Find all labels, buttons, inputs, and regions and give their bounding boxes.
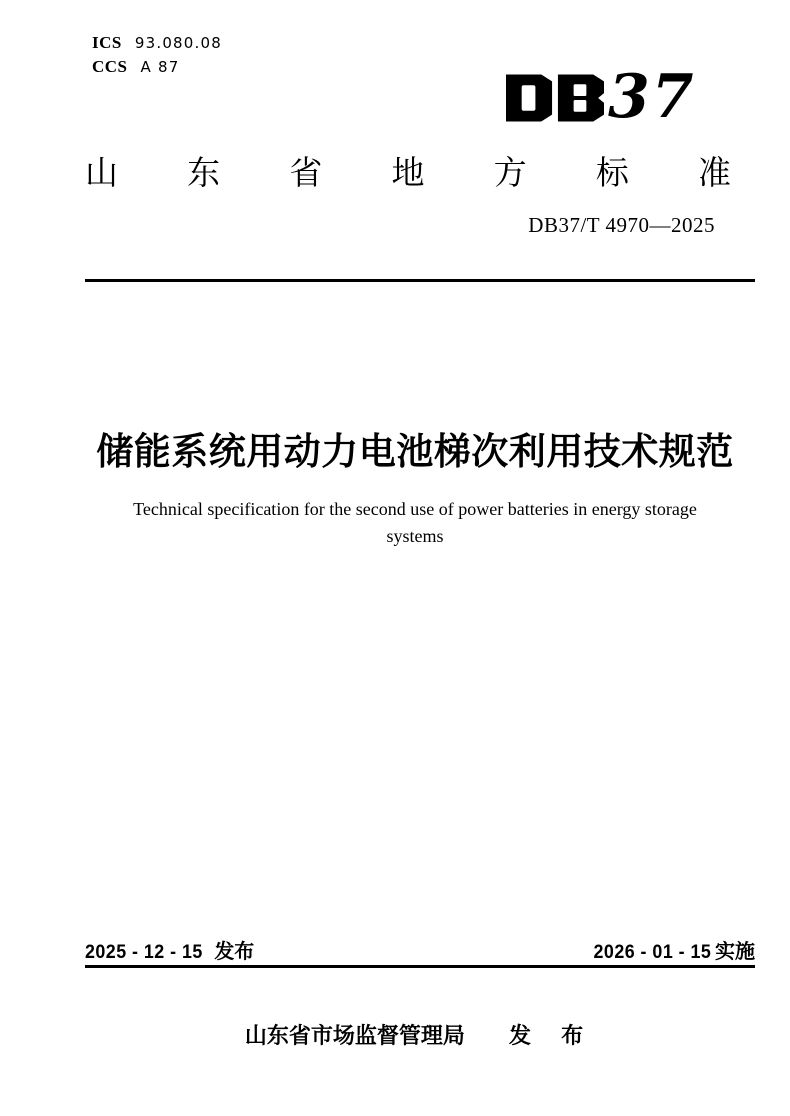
dates-row bbox=[85, 935, 755, 964]
publisher-action: 发 布 bbox=[509, 1023, 596, 1048]
standard-code: DB37/T 4970—2025 bbox=[528, 213, 715, 237]
ccs-row bbox=[92, 57, 222, 81]
publisher-name: 山东省市场监督管理局 bbox=[244, 1023, 465, 1048]
category-title: 山东省地方标准 bbox=[85, 154, 731, 191]
standard-title-en-line2: systems bbox=[386, 526, 444, 546]
issue-date: 2025 - 12 - 15 bbox=[85, 942, 203, 963]
footer-divider bbox=[85, 965, 755, 968]
classification-codes bbox=[92, 33, 222, 81]
standard-title-en-line1: Technical specification for the second use of power batteries in energy storage bbox=[133, 499, 697, 519]
ics-label: ICS bbox=[92, 33, 122, 52]
issue-label: 发布 bbox=[214, 941, 255, 963]
header-divider bbox=[85, 279, 755, 282]
implement-date: 2026 - 01 - 15 bbox=[593, 942, 711, 963]
standard-title-zh: 储能系统用动力电池梯次利用技术规范 bbox=[96, 431, 734, 472]
ics-code: 93.080.08 bbox=[134, 34, 222, 52]
publisher-line bbox=[85, 1019, 755, 1050]
ccs-label: CCS bbox=[92, 57, 128, 76]
ics-row bbox=[92, 33, 222, 57]
logo-region-code: 37 bbox=[608, 62, 696, 132]
db-logo-icon bbox=[506, 74, 604, 122]
issue-date-group bbox=[85, 935, 254, 964]
implement-label: 实施 bbox=[715, 941, 755, 963]
ccs-code: A 87 bbox=[140, 58, 180, 76]
implement-date-group bbox=[586, 935, 755, 964]
db37-logo bbox=[506, 62, 696, 132]
standard-title-en bbox=[85, 496, 745, 550]
